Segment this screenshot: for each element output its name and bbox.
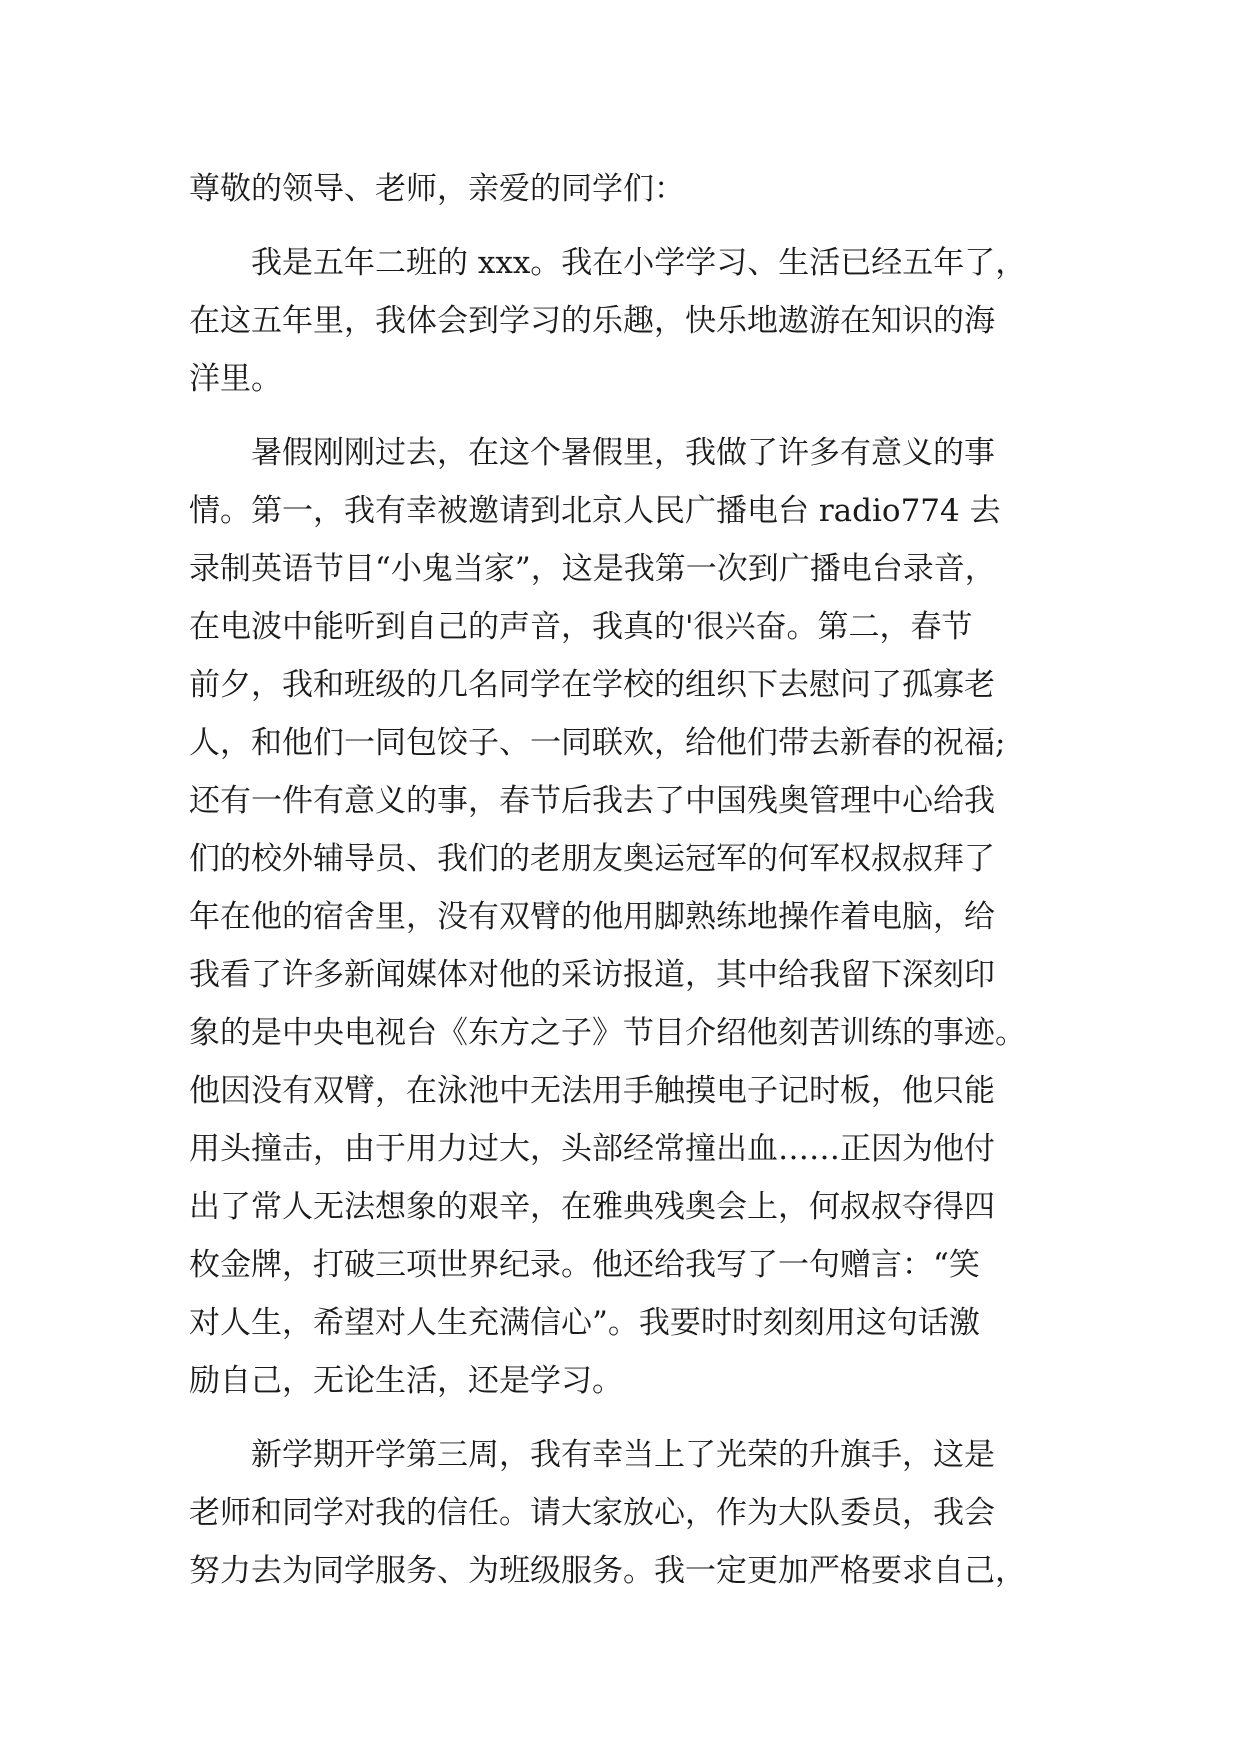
paragraph-line: 他因没有双臂，在泳池中无法用手触摸电子记时板，他只能 <box>189 1073 995 1109</box>
paragraph-line: 励自己，无论生活，还是学习。 <box>189 1363 623 1399</box>
paragraph-line: 我是五年二班的 xxx。我在小学学习、生活已经五年了， <box>251 245 1027 281</box>
paragraph-line: 情。第一，我有幸被邀请到北京人民广播电台 radio774 去 <box>189 493 1001 529</box>
paragraph-line: 前夕，我和班级的几名同学在学校的组织下去慰问了孤寡老 <box>189 667 995 703</box>
paragraph-line: 还有一件有意义的事，春节后我去了中国残奥管理中心给我 <box>189 783 995 819</box>
paragraph-line: 人，和他们一同包饺子、一同联欢，给他们带去新春的祝福; <box>189 725 1006 761</box>
paragraph-line: 录制英语节目“小鬼当家”，这是我第一次到广播电台录音， <box>189 551 996 587</box>
paragraph-line: 在电波中能听到自己的声音，我真的'很兴奋。第二，春节 <box>189 609 973 645</box>
paragraph-line: 在这五年里，我体会到学习的乐趣，快乐地遨游在知识的海 <box>189 303 995 339</box>
paragraph-line: 象的是中央电视台《东方之子》节目介绍他刻苦训练的事迹。 <box>189 1015 1026 1051</box>
paragraph-line: 年在他的宿舍里，没有双臂的他用脚熟练地操作着电脑，给 <box>189 899 995 935</box>
paragraph-1 <box>189 234 1051 408</box>
paragraph-line: 们的校外辅导员、我们的老朋友奥运冠军的何军权叔叔拜了 <box>189 841 995 877</box>
paragraph-line: 新学期开学第三周，我有幸当上了光荣的升旗手，这是 <box>251 1437 995 1473</box>
paragraph-line: 枚金牌，打破三项世界纪录。他还给我写了一句赠言：“笑 <box>189 1247 980 1283</box>
paragraph-line: 我看了许多新闻媒体对他的采访报道，其中给我留下深刻印 <box>189 957 995 993</box>
paragraph-line: 对人生，希望对人生充满信心”。我要时时刻刻用这句话激 <box>189 1305 980 1341</box>
paragraph-line: 洋里。 <box>189 361 282 397</box>
salutation-paragraph <box>189 160 1051 218</box>
document-body <box>189 160 1051 1600</box>
paragraph-3 <box>189 1426 1051 1600</box>
paragraph-line: 老师和同学对我的信任。请大家放心，作为大队委员，我会 <box>189 1495 995 1531</box>
paragraph-2 <box>189 424 1051 1410</box>
paragraph-line: 用头撞击，由于用力过大，头部经常撞出血……正因为他付 <box>189 1131 995 1167</box>
paragraph-line: 出了常人无法想象的艰辛，在雅典残奥会上，何叔叔夺得四 <box>189 1189 995 1225</box>
salutation-line: 尊敬的领导、老师，亲爱的同学们： <box>189 171 685 207</box>
paragraph-line: 努力去为同学服务、为班级服务。我一定更加严格要求自己， <box>189 1553 1026 1589</box>
paragraph-line: 暑假刚刚过去，在这个暑假里，我做了许多有意义的事 <box>251 435 995 471</box>
